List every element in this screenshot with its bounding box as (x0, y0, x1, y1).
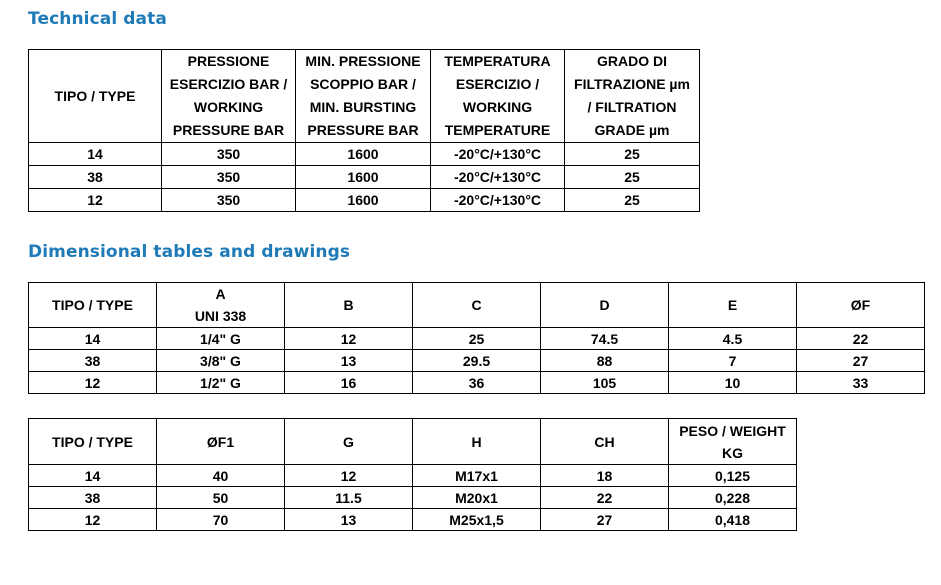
cell-type: 14 (29, 143, 162, 166)
header-weight: PESO / WEIGHT KG (669, 419, 797, 465)
cell-f: 22 (797, 328, 925, 350)
cell-type: 12 (29, 189, 162, 212)
cell-filtration: 25 (565, 189, 700, 212)
table-row (29, 465, 797, 487)
header-working-pressure: PRESSIONE ESERCIZIO BAR / WORKING PRESSURE BAR (162, 50, 296, 143)
cell-ch: 22 (541, 487, 669, 509)
table-row (29, 372, 925, 394)
dimensional-heading: Dimensional tables and drawings (28, 242, 351, 262)
table-row (29, 350, 925, 372)
cell-type: 38 (29, 350, 157, 372)
cell-e: 4.5 (669, 328, 797, 350)
table-header-row (29, 283, 925, 328)
table-header-row (29, 50, 700, 143)
cell-b: 13 (285, 350, 413, 372)
header-type: TIPO / TYPE (29, 50, 162, 143)
cell-ch: 18 (541, 465, 669, 487)
cell-type: 14 (29, 465, 157, 487)
cell-type: 38 (29, 166, 162, 189)
cell-temperature: -20°C/+130°C (431, 166, 565, 189)
table-row (29, 328, 925, 350)
cell-working-pressure: 350 (162, 189, 296, 212)
dimensional-table-1 (28, 282, 925, 394)
cell-bursting-pressure: 1600 (296, 189, 431, 212)
cell-a: 1/4" G (157, 328, 285, 350)
cell-f1: 70 (157, 509, 285, 531)
cell-a: 3/8" G (157, 350, 285, 372)
cell-weight: 0,125 (669, 465, 797, 487)
header-d: D (541, 283, 669, 328)
cell-f1: 50 (157, 487, 285, 509)
cell-d: 74.5 (541, 328, 669, 350)
cell-type: 14 (29, 328, 157, 350)
cell-c: 29.5 (413, 350, 541, 372)
cell-type: 12 (29, 509, 157, 531)
header-f1-diameter: ØF1 (157, 419, 285, 465)
table-row (29, 189, 700, 212)
header-b: B (285, 283, 413, 328)
cell-temperature: -20°C/+130°C (431, 143, 565, 166)
cell-working-pressure: 350 (162, 166, 296, 189)
cell-working-pressure: 350 (162, 143, 296, 166)
cell-f: 33 (797, 372, 925, 394)
cell-h: M25x1,5 (413, 509, 541, 531)
table-row (29, 509, 797, 531)
cell-weight: 0,228 (669, 487, 797, 509)
cell-bursting-pressure: 1600 (296, 143, 431, 166)
cell-f: 27 (797, 350, 925, 372)
cell-b: 16 (285, 372, 413, 394)
table-row (29, 487, 797, 509)
cell-d: 88 (541, 350, 669, 372)
table-row (29, 166, 700, 189)
cell-h: M20x1 (413, 487, 541, 509)
cell-h: M17x1 (413, 465, 541, 487)
cell-b: 12 (285, 328, 413, 350)
cell-type: 12 (29, 372, 157, 394)
header-filtration-grade: GRADO DI FILTRAZIONE µm / FILTRATION GRADE µm (565, 50, 700, 143)
cell-filtration: 25 (565, 166, 700, 189)
header-a: A UNI 338 (157, 283, 285, 328)
table-header-row (29, 419, 797, 465)
cell-g: 11.5 (285, 487, 413, 509)
header-working-temperature: TEMPERATURA ESERCIZIO / WORKING TEMPERATURE (431, 50, 565, 143)
cell-f1: 40 (157, 465, 285, 487)
dimensional-table-2 (28, 418, 797, 531)
cell-g: 13 (285, 509, 413, 531)
cell-e: 7 (669, 350, 797, 372)
header-e: E (669, 283, 797, 328)
header-h: H (413, 419, 541, 465)
cell-bursting-pressure: 1600 (296, 166, 431, 189)
header-c: C (413, 283, 541, 328)
table-row (29, 143, 700, 166)
cell-g: 12 (285, 465, 413, 487)
cell-filtration: 25 (565, 143, 700, 166)
header-f-diameter: ØF (797, 283, 925, 328)
cell-type: 38 (29, 487, 157, 509)
header-g: G (285, 419, 413, 465)
cell-c: 25 (413, 328, 541, 350)
cell-a: 1/2" G (157, 372, 285, 394)
cell-c: 36 (413, 372, 541, 394)
cell-temperature: -20°C/+130°C (431, 189, 565, 212)
technical-data-heading: Technical data (28, 9, 167, 29)
cell-e: 10 (669, 372, 797, 394)
header-ch: CH (541, 419, 669, 465)
technical-data-table (28, 49, 700, 212)
cell-d: 105 (541, 372, 669, 394)
header-bursting-pressure: MIN. PRESSIONE SCOPPIO BAR / MIN. BURSTING PRESSURE BAR (296, 50, 431, 143)
cell-weight: 0,418 (669, 509, 797, 531)
header-type: TIPO / TYPE (29, 419, 157, 465)
cell-ch: 27 (541, 509, 669, 531)
header-type: TIPO / TYPE (29, 283, 157, 328)
